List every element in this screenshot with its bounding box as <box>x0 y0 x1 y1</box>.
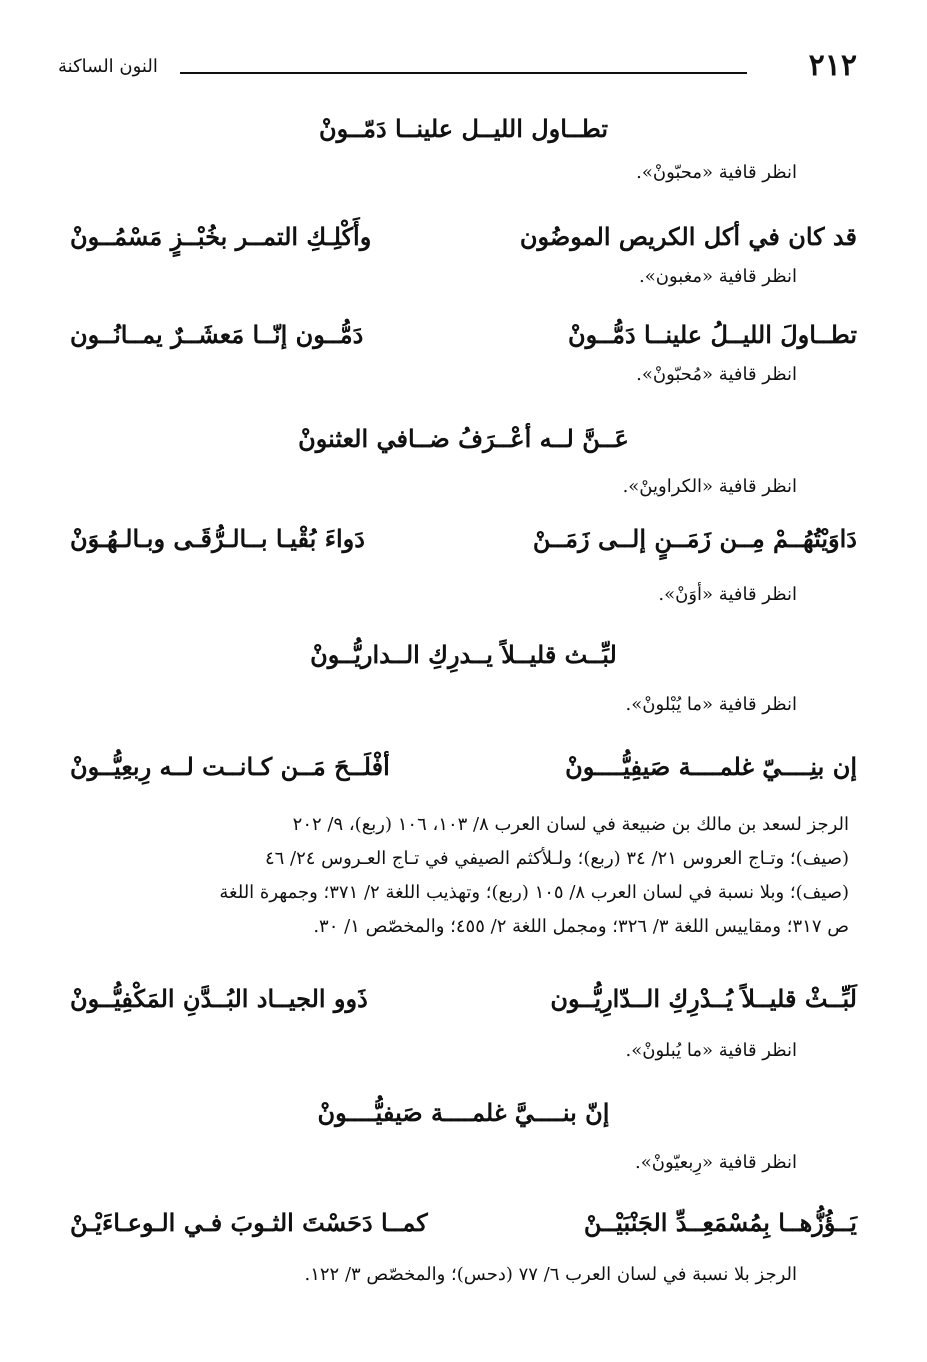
running-title: النون الساكنة <box>58 56 158 77</box>
verse-centered: تطــاول الليــل علينــا دَمّــونْ <box>319 114 608 143</box>
verse-first-hemistich: قد كان في أكل الكريص الموضُون <box>519 222 857 251</box>
verse-centered: إنّ بنــــيَّ غلمــــة صَيفيُّــــونْ <box>317 1098 610 1127</box>
verse-centered: عَــنَّ لــه أعْــرَفُ ضــافي العثنونْ <box>298 424 629 453</box>
cross-reference: انظر قافية «محبّونْ». <box>636 162 797 183</box>
verse-first-hemistich: دَاوَيْتُهُــمْ مِــن زَمَــنٍ إلــى زَمَــنْ <box>532 524 857 553</box>
source-note-line: (صيف)؛ وتـاج العروس ٢١/ ٣٤ (ربع)؛ ولـلأكثم الصيفي في تـاج العـروس ٢٤/ ٤٦ <box>264 848 849 869</box>
source-note: الرجز بلا نسبة في لسان العرب ٦/ ٧٧ (دحس)؛ والمخصّص ٣/ ١٢٢. <box>304 1264 797 1285</box>
page-number: ٢١٢ <box>808 48 857 83</box>
verse-second-hemistich: وأَكْلِـكِ التمــر بخُبْــزٍ مَسْمُــونْ <box>70 222 372 251</box>
header-rule <box>180 72 747 74</box>
source-note <box>70 808 849 944</box>
cross-reference: انظر قافية «رِبعيّونْ». <box>634 1152 797 1173</box>
source-note-line: (صيف)؛ وبلا نسبة في لسان العرب ٨/ ١٠٥ (ربع)؛ وتهذيب اللغة ٢/ ٣٧١؛ وجمهرة اللغة <box>219 882 849 903</box>
cross-reference: انظر قافية «مُحبّونْ». <box>636 364 797 385</box>
page-header <box>58 48 857 88</box>
cross-reference: انظر قافية «أوَنْ». <box>658 584 797 605</box>
verse-first-hemistich: تطــاولَ الليــلُ علينــا دَمُّــونْ <box>568 320 857 349</box>
verse-second-hemistich: ذَوو الجيــاد البُــدَّنِ المَكْفِيُّــونْ <box>70 984 368 1013</box>
verse-second-hemistich: دَمُّــون إنّــا مَعشَــرٌ يمــانُــون <box>70 320 364 349</box>
cross-reference: انظر قافية «ما يُبْلونْ». <box>625 694 797 715</box>
source-note-line: ص ٣١٧؛ ومقاييس اللغة ٣/ ٣٢٦؛ ومجمل اللغة ٢/ ٤٥٥؛ والمخصّص ١/ ٣٠. <box>313 916 849 937</box>
verse-first-hemistich: إن بنِــــيّ غلمــــة صَيفِيُّــــونْ <box>565 752 857 781</box>
verse-centered: لبِّــث قليــلاً يــدرِكِ الــداريُّــونْ <box>310 640 617 669</box>
verse-second-hemistich: دَواءَ بُقْيـا بــالـرُّقَـى وبـالـهُـوَنْ <box>70 524 365 553</box>
cross-reference: انظر قافية «الكراوينْ». <box>622 476 797 497</box>
verse-second-hemistich: كمــا دَحَسْتَ الثـوبَ فـي الـوعـاءَيْـنْ <box>70 1208 428 1237</box>
verse-first-hemistich: يَــؤُزُّهــا بِمُسْمَعِــدِّ الجَنْبَيْــنْ <box>583 1208 857 1237</box>
cross-reference: انظر قافية «ما يُبلونْ». <box>625 1040 797 1061</box>
verse-second-hemistich: أفْلَــحَ مَــن كـانــت لــه رِبعِيُّــونْ <box>70 752 390 781</box>
verse-first-hemistich: لَبِّــثْ قليــلاً يُــدْرِكِ الــدّارِيُّــون <box>550 984 857 1013</box>
cross-reference: انظر قافية «مغبون». <box>639 266 797 287</box>
source-note-line: الرجز لسعد بن مالك بن ضبيعة في لسان العرب ٨/ ١٠٣، ١٠٦ (ربع)، ٩/ ٢٠٢ <box>292 814 849 835</box>
